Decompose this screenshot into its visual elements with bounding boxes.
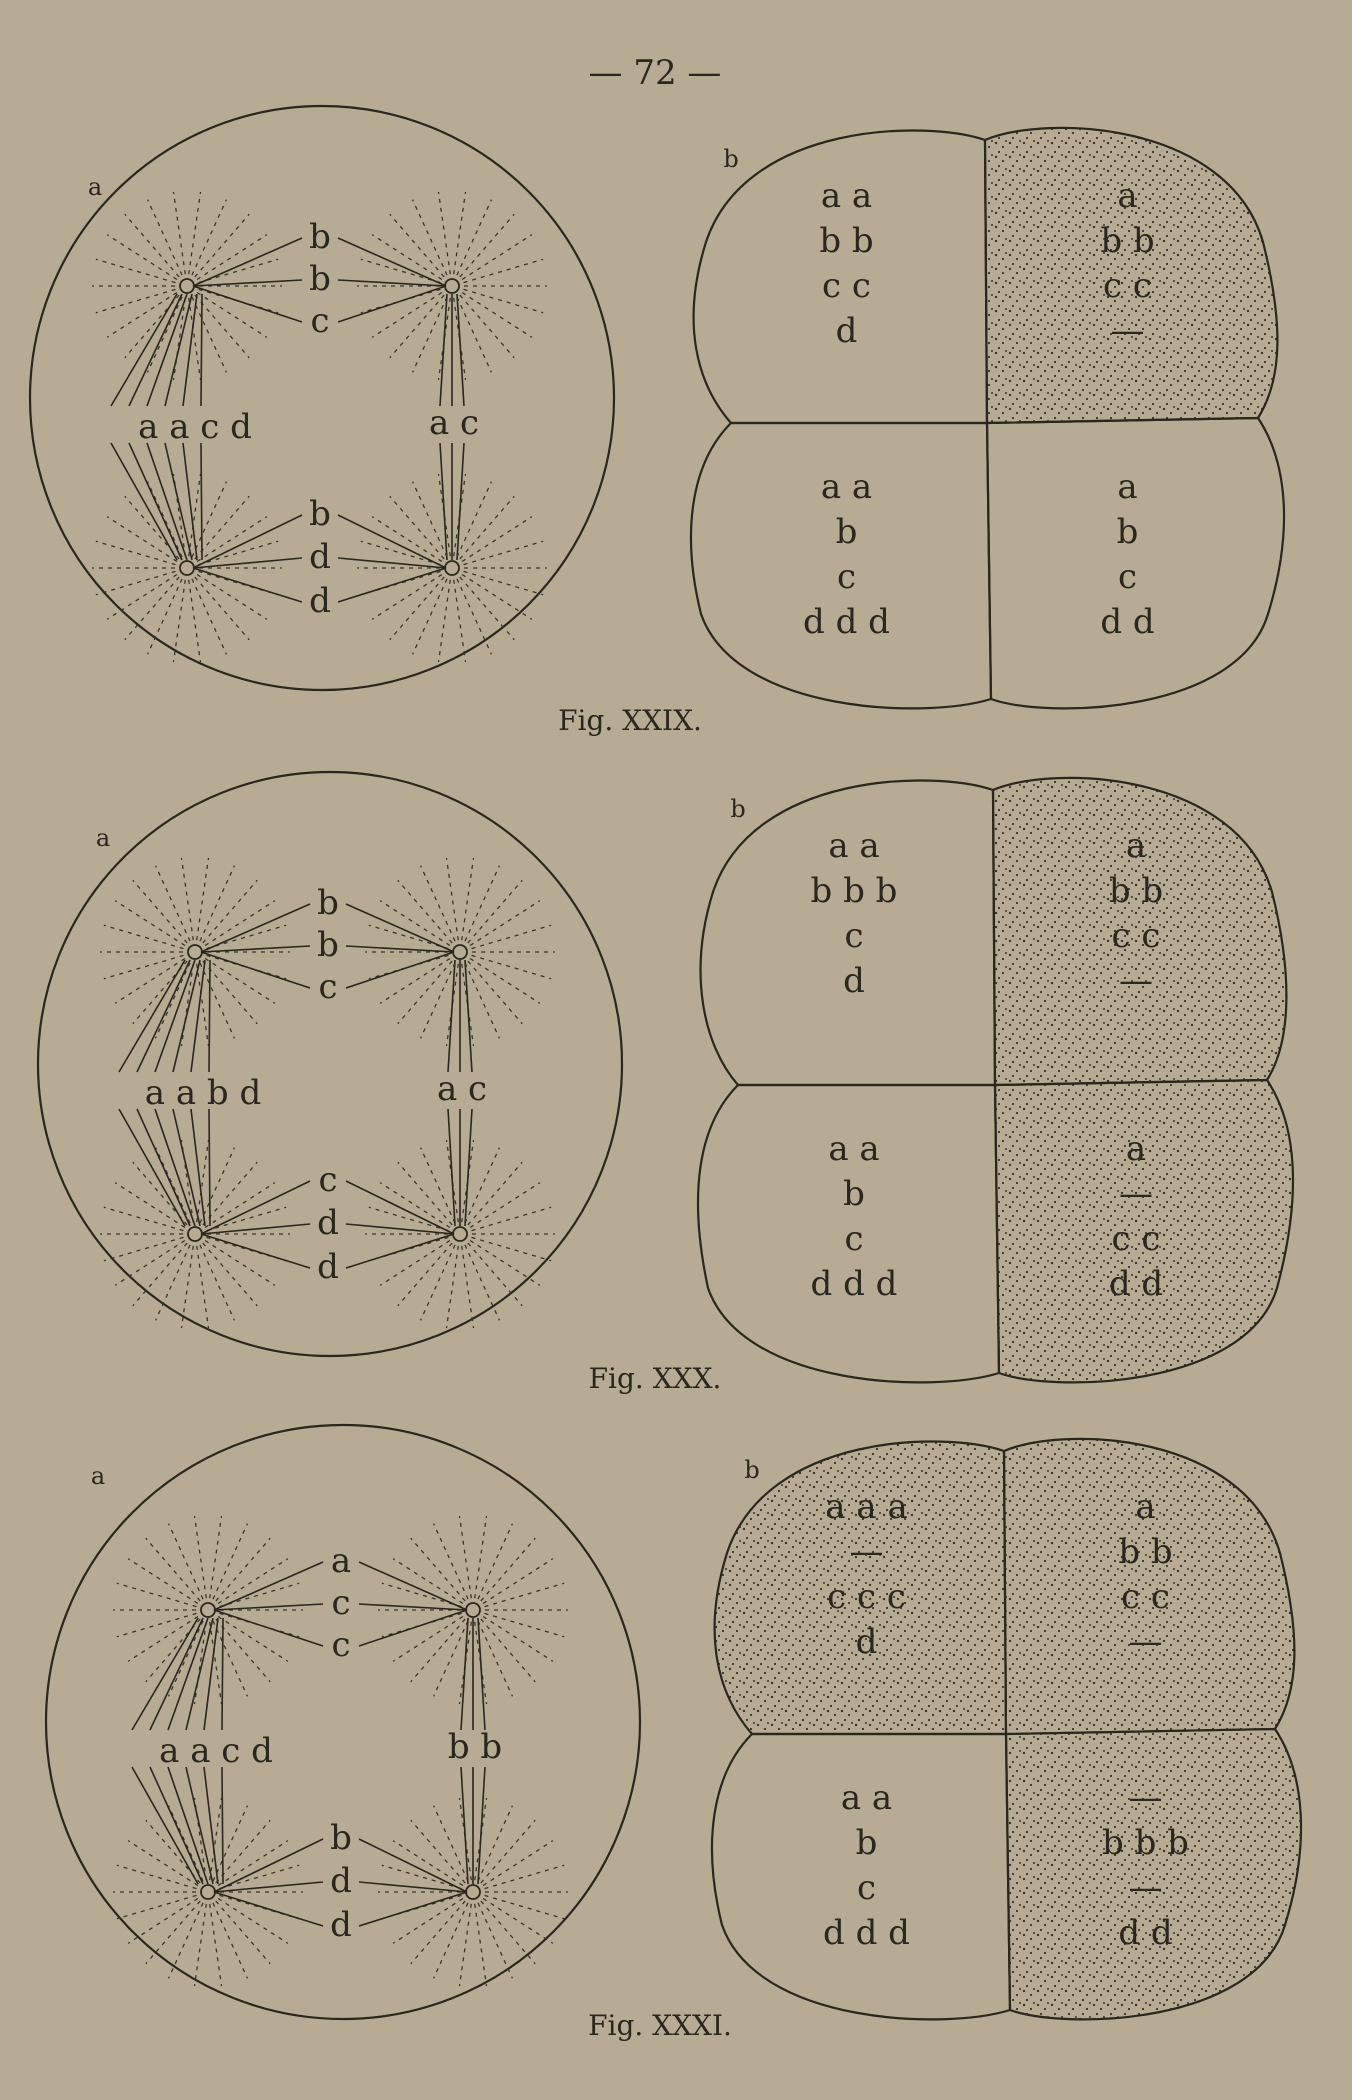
chromosome-group-right: a c: [428, 403, 480, 443]
chromosome-line: b b: [1108, 871, 1164, 911]
panel-label: b: [730, 795, 746, 823]
four-cell-diagram-b: [691, 128, 1284, 709]
chromosome-line: —: [1119, 961, 1153, 1001]
four-cell-diagram-b: [698, 778, 1293, 1383]
chromosome-line: d d: [1108, 1264, 1164, 1304]
chromosome-line: b: [855, 1823, 878, 1863]
chromosome-label: b: [309, 259, 331, 299]
chromosome-line: a a: [820, 467, 873, 507]
chromosome-line: c c c: [827, 1577, 906, 1617]
chromosome-line: a a a: [825, 1487, 908, 1527]
chromosome-label: b: [330, 1818, 352, 1858]
chromosome-label: c: [310, 301, 330, 341]
blastomere-3: [698, 1085, 999, 1382]
chromosome-line: c c: [1111, 916, 1161, 956]
chromosome-line: d d: [1118, 1913, 1173, 1953]
panel-label: a: [90, 1462, 106, 1490]
centrosome: [92, 192, 282, 380]
chromosome-group-left: a a c d: [159, 1731, 273, 1771]
chromosome-label: b: [317, 925, 339, 965]
chromosome-label: c: [318, 967, 338, 1007]
chromosome-line: c c: [822, 266, 871, 306]
chromosome-line: c: [856, 1868, 877, 1908]
chromosome-label: b: [317, 883, 339, 923]
chromosome-line: —: [849, 1532, 884, 1572]
blastomere-3: [712, 1734, 1010, 2019]
chromosome-line: a: [1125, 826, 1147, 866]
chromosome-line: —: [1119, 1174, 1153, 1214]
chromosome-line: d: [855, 1622, 878, 1662]
chromosome-line: a a: [820, 176, 873, 216]
chromosome-line: b b b: [810, 871, 898, 911]
panel-label: a: [95, 824, 111, 852]
chromosome-line: b b b: [1102, 1823, 1189, 1863]
chromosome-line: a a: [840, 1778, 893, 1818]
chromosome-group-right: b b: [447, 1727, 503, 1767]
chromosome-line: —: [1128, 1622, 1163, 1662]
cell-diagram-a: [38, 772, 622, 1356]
blastomere-3: [691, 423, 991, 708]
chromosome-line: a: [1117, 176, 1138, 216]
chromosome-line: b b: [1118, 1532, 1173, 1572]
cell-diagram-a: [30, 106, 614, 690]
centrosome: [100, 1140, 290, 1328]
chromosome-label: a: [330, 1541, 352, 1581]
figure-caption: Fig. XXX.: [588, 1362, 722, 1395]
centrosome: [100, 858, 290, 1046]
chromosome-label: d: [330, 1905, 352, 1945]
chromosome-line: b: [835, 512, 858, 552]
chromosome-line: a: [1125, 1129, 1147, 1169]
chromosome-line: —: [1128, 1778, 1163, 1818]
chromosome-line: d: [835, 311, 858, 351]
chromosome-label: d: [317, 1203, 339, 1243]
figure-caption: Fig. XXIX.: [558, 704, 702, 737]
panel-label: a: [87, 173, 103, 201]
blastomere-1: [694, 130, 987, 423]
blastomere-4: [1006, 1729, 1301, 2019]
chromosome-line: d: [843, 961, 865, 1001]
figure-3: [46, 1425, 1301, 2019]
chromosome-line: a: [1117, 467, 1138, 507]
chromosome-line: d d: [1100, 602, 1155, 642]
chromosome-label: d: [309, 537, 331, 577]
chromosome-label: d: [317, 1247, 339, 1287]
chromosome-label: c: [331, 1583, 351, 1623]
chromosome-label: c: [331, 1625, 351, 1665]
chromosome-line: d d d: [803, 602, 890, 642]
blastomere-2: [993, 778, 1286, 1085]
four-cell-diagram-b: [712, 1439, 1301, 2020]
chromosome-group-left: a a c d: [138, 407, 252, 447]
panel-label: b: [723, 145, 739, 173]
chromosome-line: b b: [819, 221, 874, 261]
chromosome-line: c: [836, 557, 857, 597]
chromosome-line: c c: [1111, 1219, 1161, 1259]
cell-diagram-a: [46, 1425, 640, 2019]
chromosome-label: b: [309, 217, 331, 257]
chromosome-line: d d d: [823, 1913, 910, 1953]
figure-caption: Fig. XXXI.: [588, 2009, 732, 2042]
blastomere-2: [1004, 1439, 1294, 1734]
chromosome-label: d: [309, 581, 331, 621]
chromosome-line: d d d: [810, 1264, 898, 1304]
chromosome-label: d: [330, 1861, 352, 1901]
blastomere-1: [715, 1441, 1006, 1734]
figure-1: [30, 106, 1284, 708]
chromosome-line: c: [844, 1219, 864, 1259]
chromosome-line: a a: [828, 1129, 880, 1169]
centrosome: [113, 1798, 303, 1986]
chromosome-line: b b: [1100, 221, 1155, 261]
chromosome-line: —: [1110, 311, 1145, 351]
chromosome-line: c: [844, 916, 864, 956]
chromosome-line: b: [1116, 512, 1139, 552]
chromosome-line: a a: [828, 826, 880, 866]
centrosome: [92, 474, 282, 662]
chromosome-line: c: [1117, 557, 1138, 597]
chromosome-line: b: [843, 1174, 865, 1214]
blastomere-4: [987, 418, 1284, 708]
chromosome-line: a: [1135, 1487, 1156, 1527]
chromosome-line: —: [1128, 1868, 1163, 1908]
chromosome-group-right: a c: [436, 1069, 488, 1109]
figure-2: [38, 772, 1293, 1382]
centrosome: [113, 1516, 303, 1704]
chromosome-group-left: a a b d: [144, 1073, 262, 1113]
chromosome-label: b: [309, 494, 331, 534]
page-number: — 72 —: [588, 53, 722, 93]
blastomere-2: [985, 128, 1277, 423]
blastomere-1: [701, 780, 995, 1085]
chromosome-line: c c: [1121, 1577, 1170, 1617]
blastomere-4: [995, 1080, 1293, 1382]
panel-label: b: [744, 1456, 760, 1484]
chromosome-label: c: [318, 1160, 338, 1200]
chromosome-line: c c: [1103, 266, 1152, 306]
